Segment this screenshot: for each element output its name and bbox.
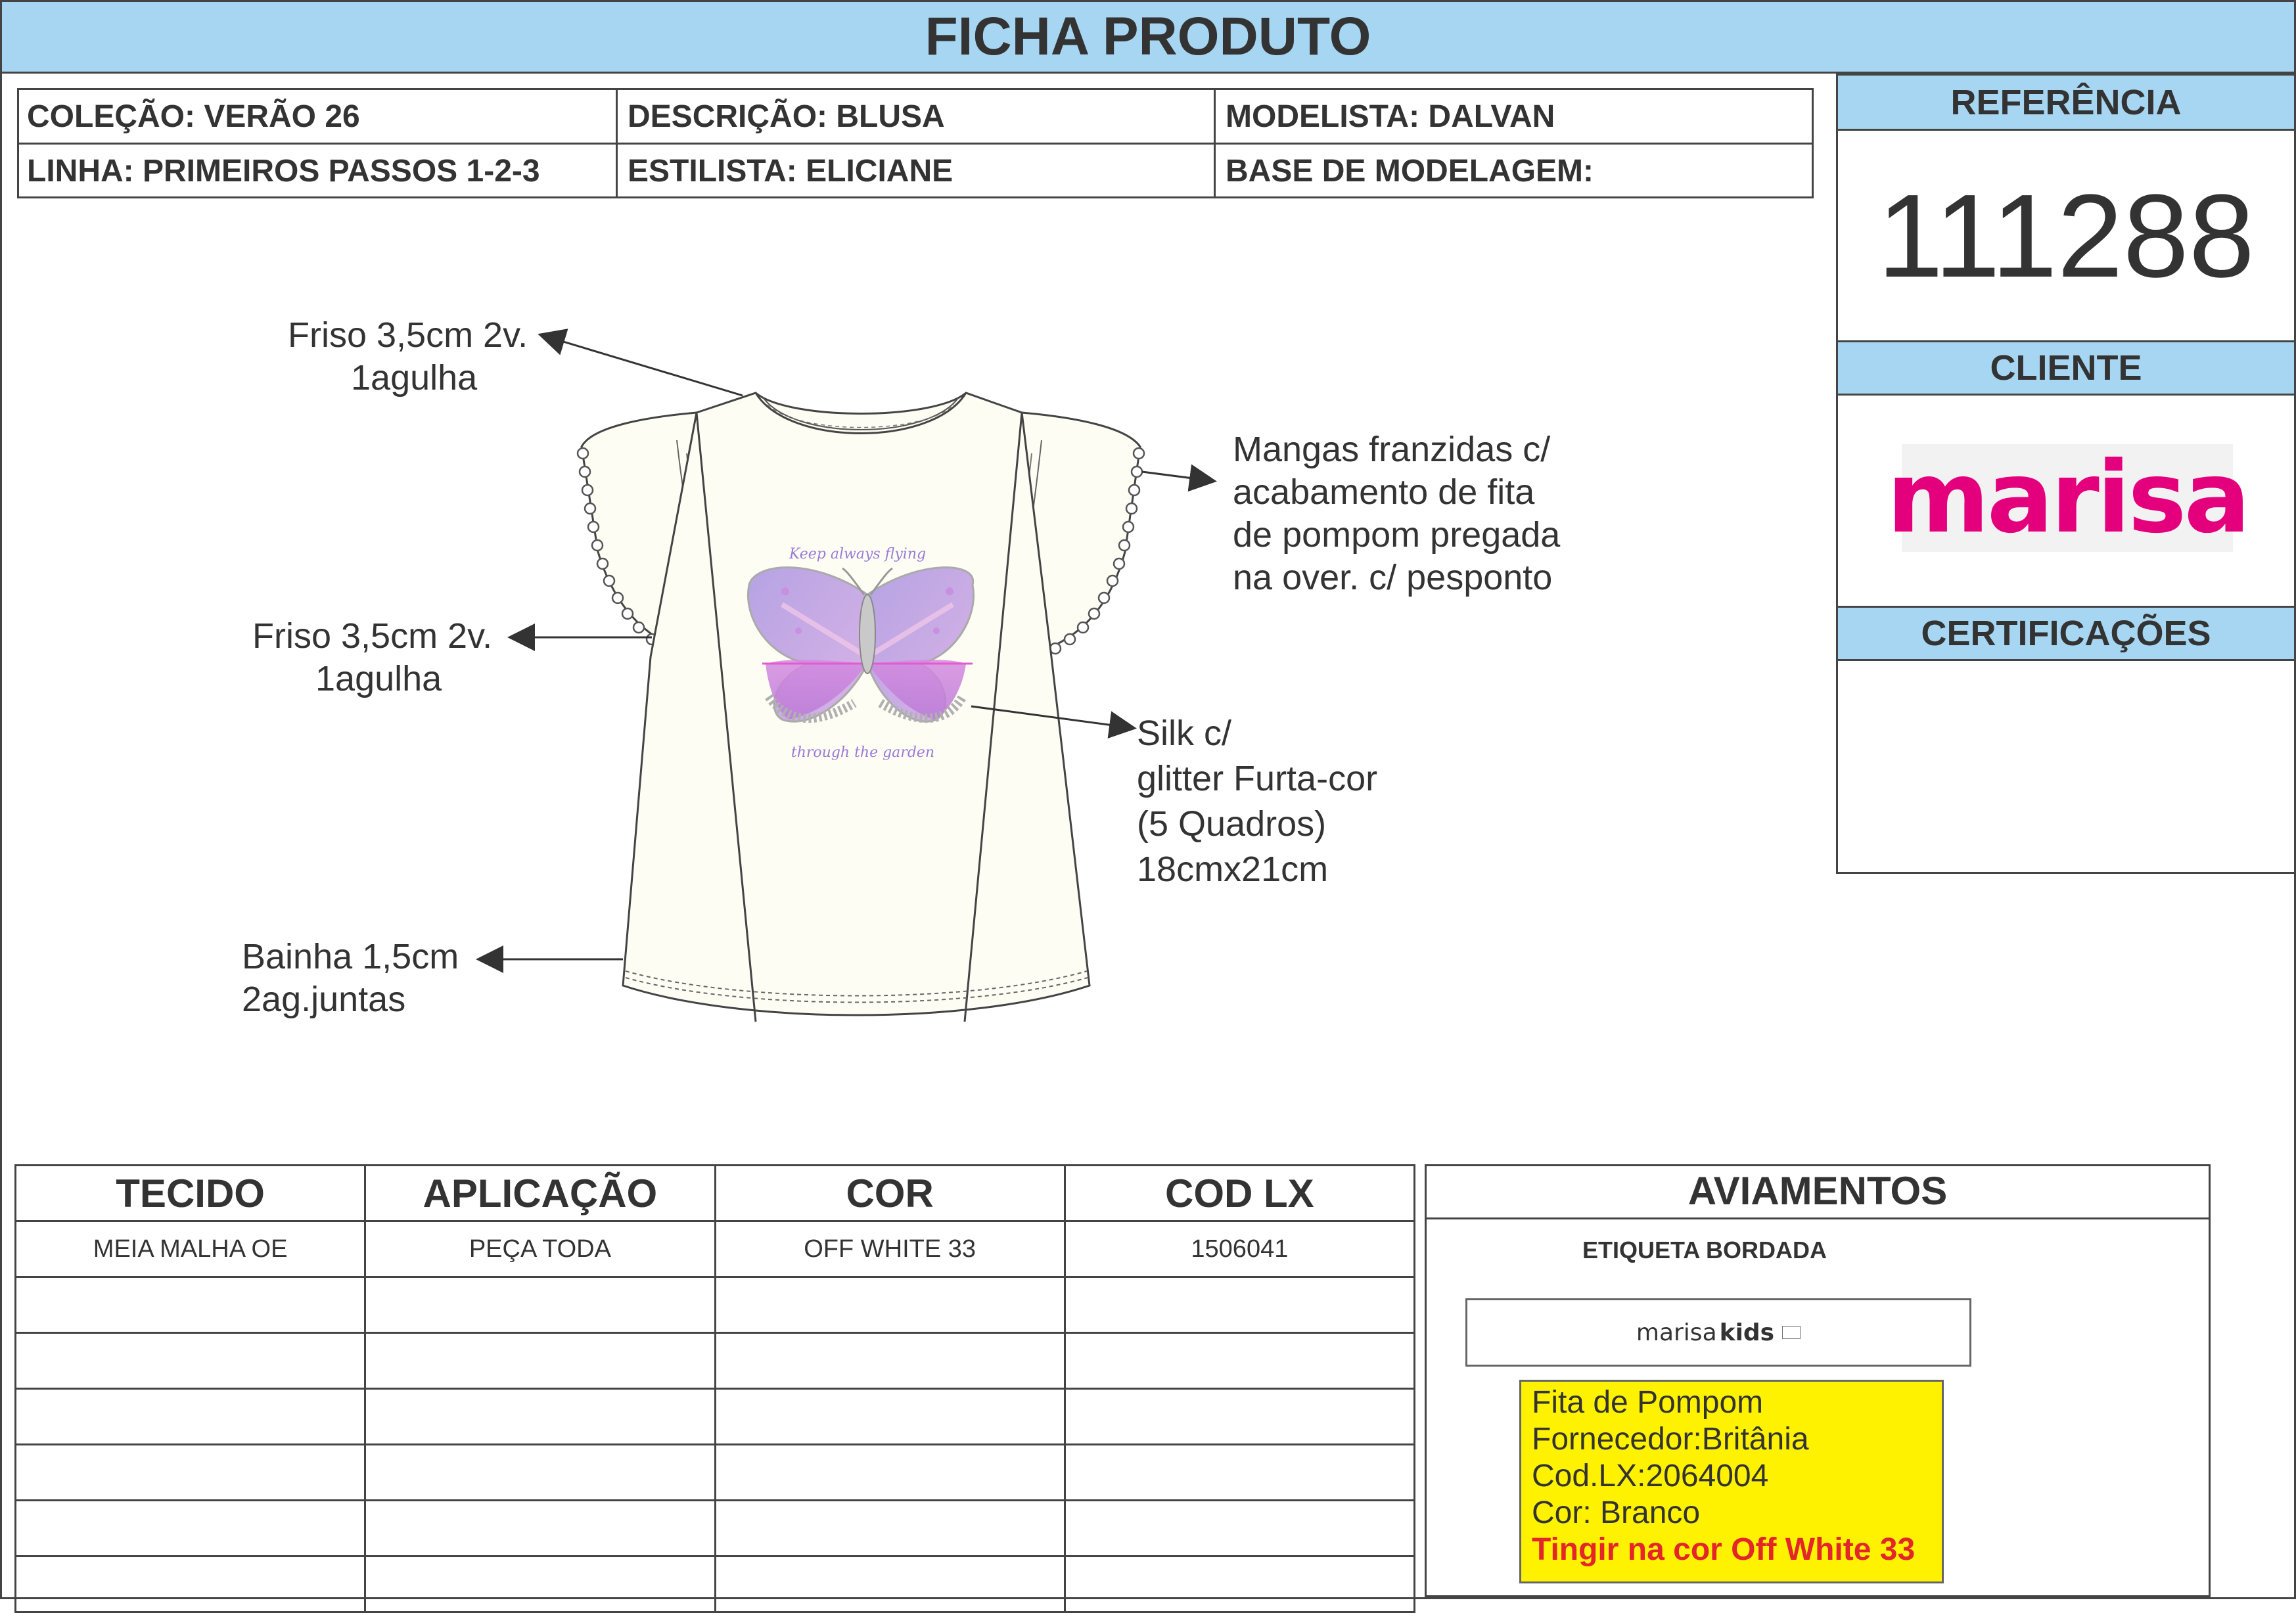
table-row	[16, 1389, 1415, 1445]
note-mangas: Mangas franzidas c/ acabamento de fita de pompom pregada na over. c/ pesponto	[1233, 430, 1561, 597]
modelista-field: MODELISTA: DALVAN	[1226, 99, 1555, 134]
table-row: MEIA MALHA OE PEÇA TODA OFF WHITE 33 1506041	[16, 1221, 1415, 1277]
garment-body	[623, 393, 1090, 1015]
cliente-header: CLIENTE	[1838, 340, 2294, 396]
colecao-field: COLEÇÃO: VERÃO 26	[27, 99, 360, 134]
descricao-field: DESCRIÇÃO: BLUSA	[628, 99, 945, 134]
header-tecido: TECIDO	[16, 1166, 365, 1221]
etiqueta-label: ETIQUETA BORDADA	[1582, 1237, 1827, 1263]
svg-text:through the garden: through the garden	[791, 744, 935, 761]
header-cod-lx: COD LX	[1065, 1166, 1414, 1221]
table-row	[16, 1445, 1415, 1501]
svg-text:Keep always flying: Keep always flying	[789, 546, 927, 562]
header-aplicacao: APLICAÇÃO	[365, 1166, 715, 1221]
note-bainha: Bainha 1,5cm 2ag.juntas	[242, 937, 459, 1019]
certificacoes-header: CERTIFICAÇÕES	[1838, 606, 2294, 661]
referencia-header: REFERÊNCIA	[1838, 76, 2294, 131]
size-tag-icon	[1782, 1326, 1801, 1339]
note-silk: Silk c/ glitter Furta-cor (5 Quadros) 18cmx21cm	[1137, 714, 1378, 889]
marisa-logo: marisa	[1887, 441, 2248, 555]
note-friso-side: Friso 3,5cm 2v. 1agulha	[252, 616, 493, 698]
referencia-number: 111288	[1877, 170, 2255, 302]
estilista-field: ESTILISTA: ELICIANE	[628, 153, 953, 189]
linha-field: LINHA: PRIMEIROS PASSOS 1-2-3	[27, 153, 540, 189]
fabric-table	[14, 1164, 1415, 1613]
table-row	[16, 1501, 1415, 1556]
arrow-mangas	[1142, 472, 1213, 481]
note-friso-top: Friso 3,5cm 2v. 1agulha	[288, 315, 528, 398]
table-row	[16, 1333, 1415, 1389]
table-row	[16, 1556, 1415, 1612]
table-row	[16, 1277, 1415, 1333]
base-modelagem-field: BASE DE MODELAGEM:	[1226, 153, 1594, 189]
etiqueta-bordada-image: marisa kids	[1465, 1298, 1971, 1367]
header-cor: COR	[715, 1166, 1065, 1221]
aviamentos-title: AVIAMENTOS	[1425, 1164, 2211, 1219]
arrow-friso-top	[541, 335, 743, 396]
page-title: FICHA PRODUTO	[0, 0, 2296, 74]
fita-pompom-note: Fita de Pompom Fornecedor:Britânia Cod.LX:2064004 Cor: Branco Tingir na cor Off White 33	[1519, 1380, 1944, 1583]
